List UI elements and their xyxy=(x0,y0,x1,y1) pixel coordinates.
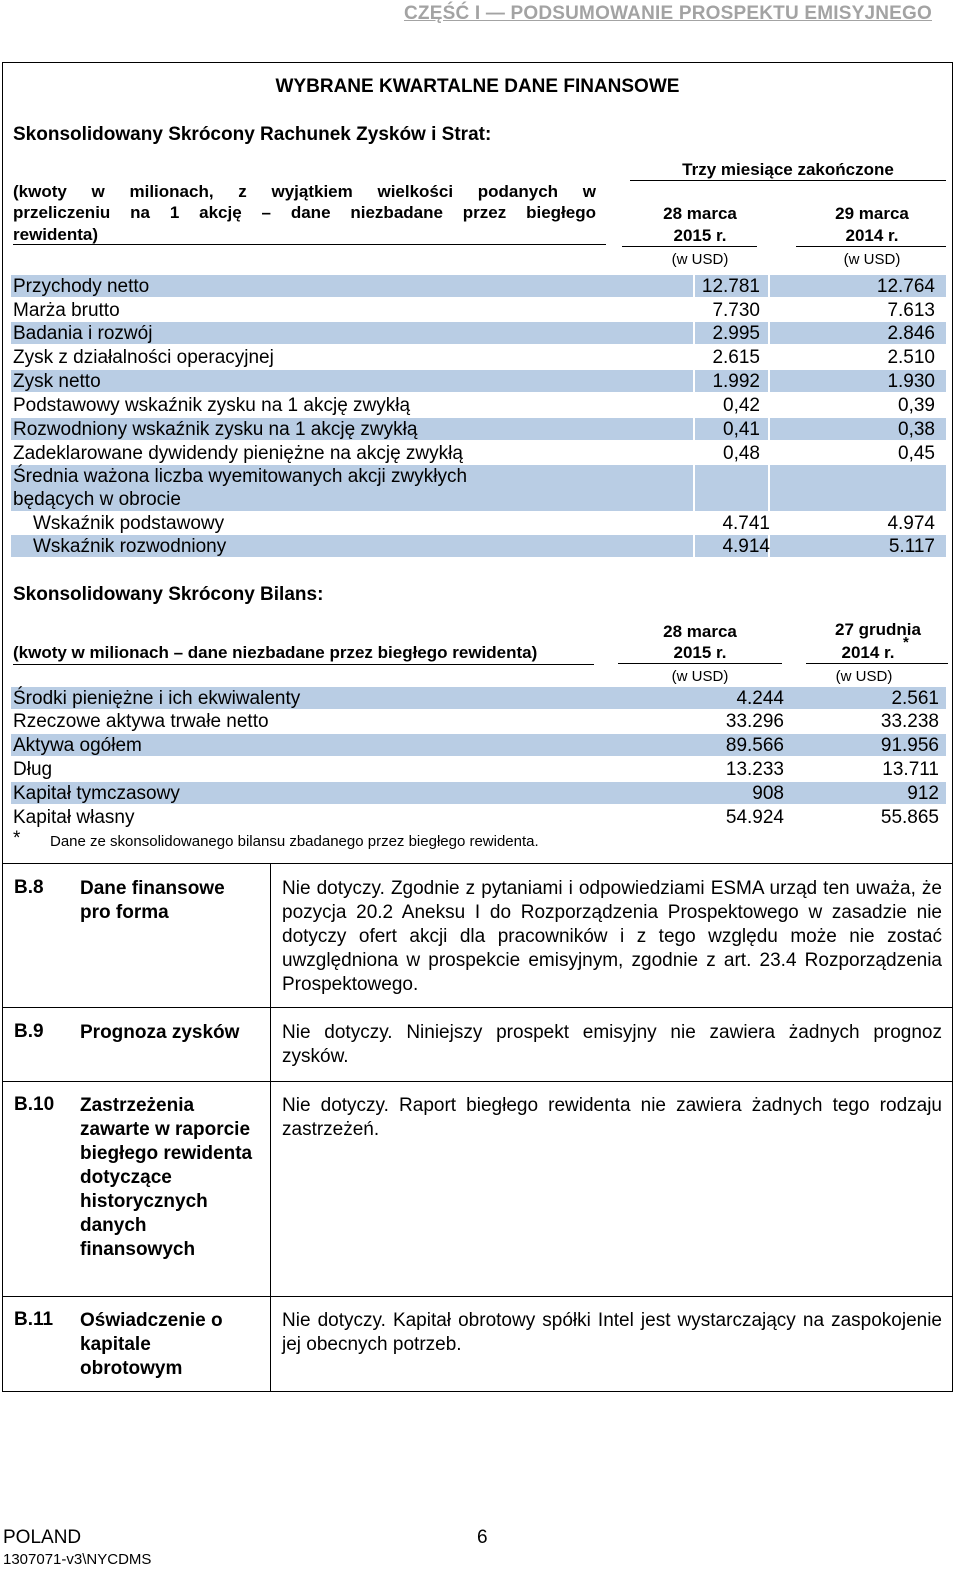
row-value-2014: 0,45 xyxy=(898,443,935,464)
row-value-2014: 2.510 xyxy=(887,347,935,368)
income-col2-unit: (w USD) xyxy=(843,251,901,268)
balance-note-underline xyxy=(13,664,594,665)
section-divider-b9-top xyxy=(2,1007,953,1008)
row-label: Kapitał własny xyxy=(13,807,135,828)
row-value-2015: 2.615 xyxy=(712,347,760,368)
row-value-2015: 33.296 xyxy=(725,711,784,732)
row-label-continued: będących w obrocie xyxy=(13,489,181,510)
row-label: Badania i rozwój xyxy=(13,323,153,344)
section-divider-b11-top xyxy=(2,1296,953,1297)
row-label: Środki pieniężne i ich ekwiwalenty xyxy=(13,688,301,709)
row-value-2015: 1.992 xyxy=(712,371,760,392)
row-value-2014: 4.974 xyxy=(887,513,935,534)
income-row-diluted-eps xyxy=(11,418,946,440)
row-label: Zadeklarowane dywidendy pieniężne na akcję zwykłą xyxy=(13,443,463,464)
row-value-2015: 7.730 xyxy=(712,300,760,321)
row-value-2014: 91.956 xyxy=(880,735,939,756)
income-col1-underline xyxy=(622,246,757,247)
row-label: Rozwodniony wskaźnik zysku na 1 akcję zwykłą xyxy=(13,419,418,440)
income-row-operating-income xyxy=(11,346,946,368)
section-text-b8: Nie dotyczy. Zgodnie z pytaniami i odpowiedziami ESMA urząd ten uważa, że pozycja 20.2 Aneksu I do Rozporządzenia Prospektowego w zasadzie nie dotyczy ofert akcji dla pracowników i z tego względu może nie zostać uwzględniona w prospekcie emisyjnym, zgodnie z art. 23.4 Rozporządzenia Prospektowego. xyxy=(282,878,942,995)
balance-sheet-title: Skonsolidowany Skrócony Bilans: xyxy=(13,584,324,605)
balance-row-cash xyxy=(11,687,946,709)
footer-country: POLAND xyxy=(3,1527,82,1548)
row-value-2014: 33.238 xyxy=(880,711,939,732)
row-value-2014: 912 xyxy=(907,783,939,804)
period-header-underline xyxy=(630,180,946,181)
row-value-2014: 0,38 xyxy=(898,419,935,440)
income-row-rnd xyxy=(11,322,946,344)
row-value-2015: 908 xyxy=(752,783,784,804)
section-divider-b8-top xyxy=(2,863,953,864)
income-row-basic-shares xyxy=(11,512,946,534)
balance-note: (kwoty w milionach – dane niezbadane przez biegłego rewidenta) xyxy=(13,643,538,662)
income-row-basic-eps xyxy=(11,394,946,416)
row-value-2014: 1.930 xyxy=(887,371,935,392)
income-note-underline xyxy=(13,244,606,245)
balance-row-ppe xyxy=(11,710,946,732)
balance-col2-year: 2014 r. xyxy=(841,643,895,662)
income-col1-year: 2015 r. xyxy=(673,226,727,245)
section-title-b10: Zastrzeżenia zawarte w raporcie biegłego rewidenta dotyczące historycznych danych finansowych xyxy=(80,1095,253,1260)
balance-col1-underline xyxy=(618,663,782,664)
row-value-2015: 4.244 xyxy=(736,688,784,709)
row-value-2014: 0,39 xyxy=(898,395,935,416)
balance-row-total-assets xyxy=(11,734,946,756)
balance-row-debt xyxy=(11,758,946,780)
row-value-2015: 13.233 xyxy=(725,759,784,780)
income-note-line1: (kwoty w milionach, z wyjątkiem wielkości podanych w xyxy=(13,182,596,201)
row-value-2014: 2.846 xyxy=(887,323,935,344)
section-divider-b10-top xyxy=(2,1081,953,1082)
period-header: Trzy miesiące zakończone xyxy=(682,160,894,179)
row-label: Przychody netto xyxy=(13,276,150,297)
row-value-2015: 4.914 xyxy=(722,536,770,557)
row-label: Dług xyxy=(13,759,53,780)
page-header-title: CZĘŚĆ I — PODSUMOWANIE PROSPEKTU EMISYJNEGO xyxy=(403,3,932,24)
row-label: Zysk z działalności operacyjnej xyxy=(13,347,274,368)
section-code-b10: B.10 xyxy=(14,1094,55,1115)
section-text-b11: Nie dotyczy. Kapitał obrotowy spółki Intel jest wystarczający na zaspokojenie jej obecnych potrzeb. xyxy=(282,1310,942,1355)
row-value-2015: 4.741 xyxy=(722,513,770,534)
page-number: 6 xyxy=(477,1527,488,1548)
section-code-b8: B.8 xyxy=(14,877,44,898)
balance-col2-footnote-mark: * xyxy=(903,634,909,651)
footnote-mark: * xyxy=(13,828,21,849)
section-code-b11: B.11 xyxy=(14,1309,54,1330)
income-row-net-income xyxy=(11,370,946,392)
section-title: WYBRANE KWARTALNE DANE FINANSOWE xyxy=(275,76,680,97)
row-value-2015: 54.924 xyxy=(725,807,784,828)
income-col2-date: 29 marca xyxy=(835,204,909,223)
section-code-b9: B.9 xyxy=(14,1021,44,1042)
balance-col1-year: 2015 r. xyxy=(673,643,727,662)
row-value-2014: 12.764 xyxy=(876,276,935,297)
document-id: 1307071-v3\NYCDMS xyxy=(3,1551,152,1568)
income-col1-date: 28 marca xyxy=(663,204,737,223)
row-value-2014: 5.117 xyxy=(888,536,935,557)
income-row-dividends xyxy=(11,442,946,464)
section-column-divider xyxy=(270,863,271,1392)
row-value-2014: 55.865 xyxy=(880,807,939,828)
balance-col2-underline xyxy=(806,663,948,664)
income-statement-title: Skonsolidowany Skrócony Rachunek Zysków i Strat: xyxy=(13,124,492,145)
section-title-b9: Prognoza zysków xyxy=(80,1022,240,1043)
row-value-2015: 0,41 xyxy=(723,419,760,440)
section-title-b11: Oświadczenie o kapitale obrotowym xyxy=(80,1310,223,1379)
income-row-weighted-shares xyxy=(11,465,946,511)
row-value-2015: 2.995 xyxy=(712,323,760,344)
balance-col1-date: 28 marca xyxy=(663,622,737,641)
row-value-2015: 0,42 xyxy=(723,395,760,416)
income-row-diluted-shares xyxy=(11,535,946,557)
section-text-b10: Nie dotyczy. Raport biegłego rewidenta nie zawiera żadnych tego rodzaju zastrzeżeń. xyxy=(282,1095,942,1140)
footnote-text: Dane ze skonsolidowanego bilansu zbadanego przez biegłego rewidenta. xyxy=(50,833,539,850)
row-value-2015: 12.781 xyxy=(701,276,760,297)
row-value-2015: 89.566 xyxy=(725,735,784,756)
income-note-line3: rewidenta) xyxy=(13,225,99,244)
income-row-revenue xyxy=(11,275,946,297)
balance-row-equity xyxy=(11,806,946,828)
row-label: Średnia ważona liczba wyemitowanych akcji zwykłych xyxy=(13,466,468,487)
row-label: Wskaźnik rozwodniony xyxy=(33,536,227,557)
income-note-line2: przeliczeniu na 1 akcję – dane niezbadane przez biegłego xyxy=(13,203,596,222)
balance-col1-unit: (w USD) xyxy=(671,668,729,685)
row-value-2014: 13.711 xyxy=(882,759,939,780)
row-label: Zysk netto xyxy=(13,371,101,392)
section-title-b8: Dane finansowe pro forma xyxy=(80,878,225,923)
income-row-gross-margin xyxy=(11,299,946,321)
section-text-b9: Nie dotyczy. Niniejszy prospekt emisyjny nie zawiera żadnych prognoz zysków. xyxy=(282,1022,942,1067)
row-label: Aktywa ogółem xyxy=(13,735,142,756)
row-value-2014: 2.561 xyxy=(891,688,939,709)
balance-col2-date: 27 grudnia xyxy=(835,620,921,639)
row-label: Rzeczowe aktywa trwałe netto xyxy=(13,711,269,732)
balance-col2-unit: (w USD) xyxy=(835,668,893,685)
row-value-2015: 0,48 xyxy=(723,443,760,464)
income-col2-underline xyxy=(796,246,946,247)
row-label: Wskaźnik podstawowy xyxy=(33,513,225,534)
balance-row-temporary-equity xyxy=(11,782,946,804)
row-label: Podstawowy wskaźnik zysku na 1 akcję zwykłą xyxy=(13,395,411,416)
row-label: Marża brutto xyxy=(13,300,120,321)
income-col1-unit: (w USD) xyxy=(671,251,729,268)
row-value-2014: 7.613 xyxy=(887,300,935,321)
income-col2-year: 2014 r. xyxy=(845,226,899,245)
row-label: Kapitał tymczasowy xyxy=(13,783,180,804)
